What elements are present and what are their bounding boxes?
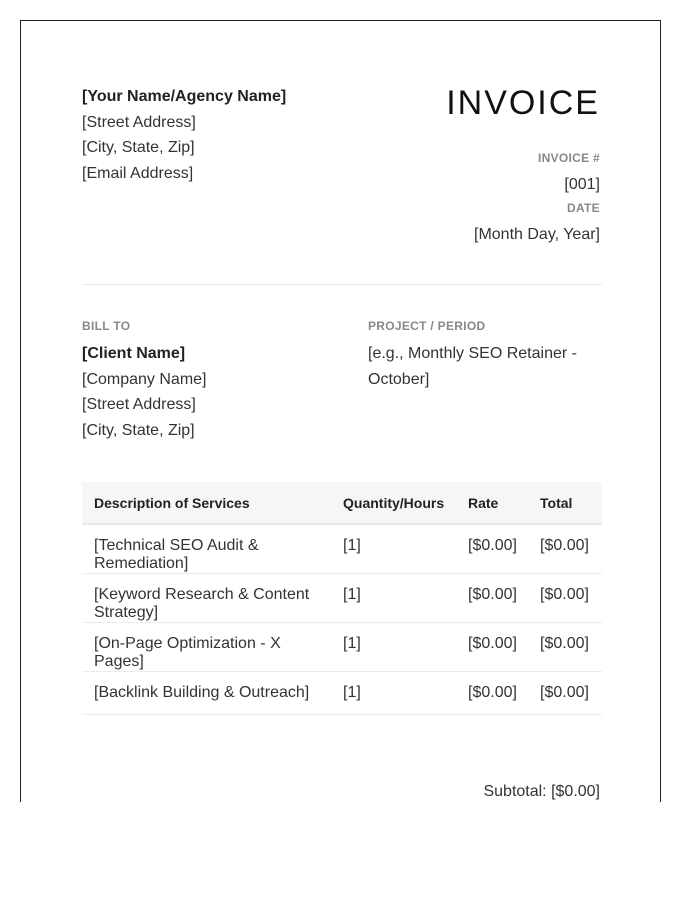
table-row: [82, 524, 602, 574]
row-total: [$0.00]: [528, 574, 602, 623]
table-row: [82, 574, 602, 623]
sender-city: [City, State, Zip]: [82, 139, 195, 156]
header-rate: Rate: [456, 482, 528, 524]
project-label: PROJECT / PERIOD: [368, 319, 486, 333]
bill-to-block: [82, 341, 207, 443]
sender-name: [Your Name/Agency Name]: [82, 88, 287, 105]
header-quantity: Quantity/Hours: [331, 482, 456, 524]
row-rate: [$0.00]: [456, 574, 528, 623]
bill-to-city: [City, State, Zip]: [82, 421, 195, 439]
row-total: [$0.00]: [528, 623, 602, 672]
subtotal: Subtotal: [$0.00]: [483, 783, 600, 800]
header-total: Total: [528, 482, 602, 524]
row-description: [Keyword Research & Content Strategy]: [82, 574, 331, 623]
invoice-date-value: [Month Day, Year]: [474, 226, 600, 243]
invoice-date-label: DATE: [567, 201, 600, 215]
header-description: Description of Services: [82, 482, 331, 524]
row-quantity: [1]: [331, 574, 456, 623]
invoice-number-value: [001]: [564, 176, 600, 193]
row-quantity: [1]: [331, 623, 456, 672]
row-rate: [$0.00]: [456, 672, 528, 715]
table-row: [82, 672, 602, 715]
row-total: [$0.00]: [528, 524, 602, 574]
invoice-title: INVOICE: [446, 84, 600, 122]
table-row: [82, 623, 602, 672]
row-rate: [$0.00]: [456, 524, 528, 574]
header-divider: [82, 284, 602, 285]
sender-email: [Email Address]: [82, 164, 194, 182]
row-description: [Technical SEO Audit & Remediation]: [82, 524, 331, 574]
table-header-row: [82, 482, 602, 524]
row-rate: [$0.00]: [456, 623, 528, 672]
row-description: [Backlink Building & Outreach]: [82, 672, 331, 715]
row-description: [On-Page Optimization - X Pages]: [82, 623, 331, 672]
sender-street: [Street Address]: [82, 113, 196, 131]
invoice-page: [20, 20, 661, 802]
row-quantity: [1]: [331, 524, 456, 574]
invoice-number-label: INVOICE #: [537, 151, 600, 165]
bill-to-street: [Street Address]: [82, 396, 196, 413]
row-total: [$0.00]: [528, 672, 602, 715]
project-value: [e.g., Monthly SEO Retainer - October]: [368, 345, 577, 388]
bill-to-label: BILL TO: [82, 319, 131, 333]
bill-to-company: [Company Name]: [82, 370, 207, 388]
row-quantity: [1]: [331, 672, 456, 715]
services-table: [82, 482, 602, 715]
bill-to-client: [Client Name]: [82, 345, 186, 362]
sender-block: [82, 84, 286, 186]
